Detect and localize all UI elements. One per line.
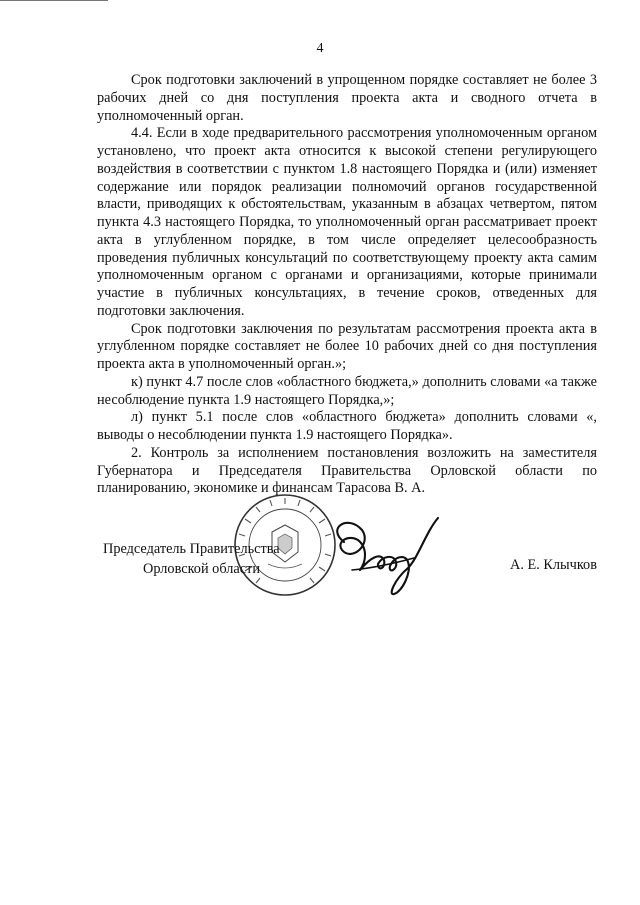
document-body	[97, 72, 597, 498]
handwritten-signature	[322, 510, 446, 600]
paragraph-item-l: л) пункт 5.1 после слов «областного бюджета» дополнить словами «, выводы о несоблюдении пункта 1.9 настоящего Порядка».	[97, 409, 597, 443]
paragraph-item-k: к) пункт 4.7 после слов «областного бюджета,» дополнить словами «а также несоблюдение пункта 1.9 настоящего Порядка,»;	[97, 373, 597, 408]
paragraph-simplified-term: Срок подготовки заключений в упрощенном порядке составляет не более 3 рабочих дней со дня поступления проекта акта и сводного отчета в уполномоченный орган.	[97, 72, 597, 124]
page-number: 4	[316, 41, 324, 56]
signatory-title-line-2: Орловской области	[143, 561, 260, 577]
signatory-title-line-1: Председатель Правительства	[103, 541, 280, 557]
scan-edge-line	[0, 0, 108, 1]
paragraph-in-depth-term: Срок подготовки заключения по результатам рассмотрения проекта акта в углубленном порядке составляет не более 10 рабочих дней со дня поступления проекта акта в уполномоченный орган.»;	[97, 320, 597, 372]
paragraph-4-4: 4.4. Если в ходе предварительного рассмотрения уполномоченным органом установлено, что проект акта относится к высокой степени регулирующего воздействия в соответствии с пунктом 1.8 настоящего Порядка и (или) изменяет содержание или порядок реализации полномочий органов государственной власти, приводящих к обстоятельствам, указанным в абзацах четвертом, пятом пункта 4.3 настоящего Порядка, то уполномоченный орган рассматривает проект акта в углубленном порядке, в том числе определяет целесообразность проведения публичных консультаций по соответствующему проекту акта самим уполномоченным органом с органами и организациями, которые принимали участие в публичных консультациях, в течение сроков, отведенных для подготовки заключения.	[97, 125, 597, 319]
paragraph-control: 2. Контроль за исполнением постановления возложить на заместителя Губернатора и Председателя Правительства Орловской области по планированию, экономике и финансам Тарасова В. А.	[97, 444, 597, 497]
signatory-title	[103, 539, 280, 579]
signatory-name: А. Е. Клычков	[510, 557, 597, 573]
